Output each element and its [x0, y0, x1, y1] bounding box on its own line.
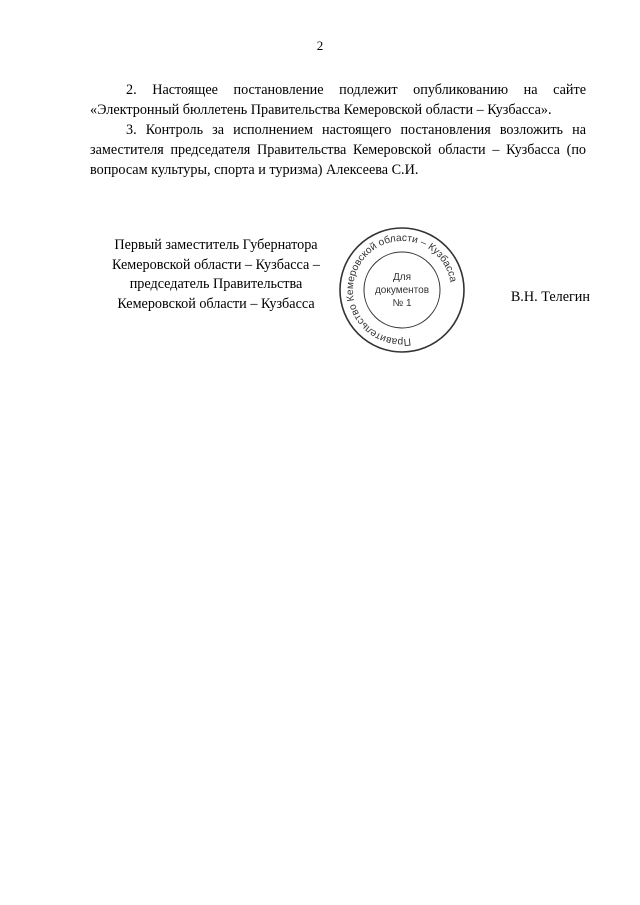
- signatory-position-line: председатель Правительства: [129, 276, 303, 292]
- signatory-position-line: Кемеровской области – Кузбасса –: [112, 256, 320, 273]
- seal-center-line: документов: [374, 285, 430, 296]
- paragraph-publication: 2. Настоящее постановление подлежит опубликованию на сайте «Электронный бюллетень Правительства Кемеровской области – Кузбасса».: [90, 82, 586, 118]
- page-number: 2: [316, 38, 324, 53]
- seal-ring-textpath: Правительство Кемеровской области – Кузбасса: [344, 232, 459, 348]
- signatory-name: В.Н. Телегин: [510, 289, 590, 305]
- signatory-position-line: Первый заместитель Губернатора: [114, 237, 318, 253]
- official-seal: [337, 225, 467, 355]
- document-body: [90, 80, 586, 180]
- signatory-position-line: Кемеровской области – Кузбасса: [117, 295, 315, 312]
- signatory-position: [80, 236, 352, 314]
- paragraph-control: 3. Контроль за исполнением настоящего постановления возложить на заместителя председателя Правительства Кемеровской области – Кузбасса (по вопросам культуры, спорта и туризма) Алексеева С.И.: [90, 122, 586, 178]
- seal-center-line: Для: [392, 272, 412, 283]
- seal-graphic: [337, 225, 467, 355]
- seal-center-line: № 1: [392, 298, 412, 309]
